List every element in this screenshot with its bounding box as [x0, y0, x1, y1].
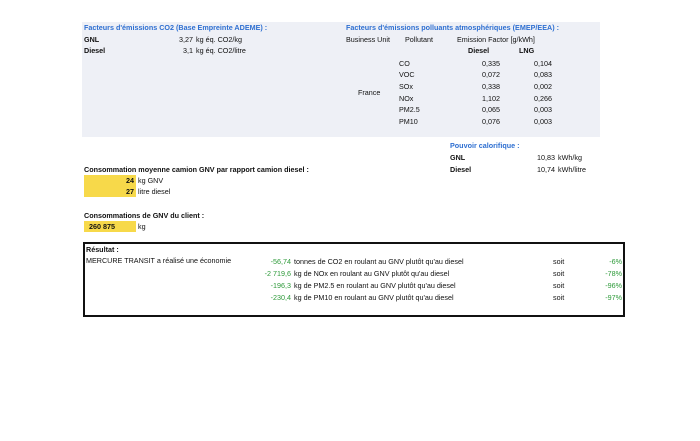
consumption-diesel-value: 27	[126, 187, 134, 196]
co2-gnl-value: 3,27	[179, 35, 193, 44]
client-title: Consommations de GNV du client :	[84, 211, 205, 220]
pollutant-row-lng: 0,003	[534, 117, 552, 126]
result-row-pct: -96%	[605, 281, 622, 290]
result-company: MERCURE TRANSIT a réalisé une économie	[86, 256, 232, 265]
emission-factor-header: Emission Factor [g/kWh]	[457, 35, 535, 44]
client-unit: kg	[138, 222, 146, 231]
pollutant-row-lng: 0,002	[534, 82, 552, 91]
result-row-soit: soit	[553, 257, 565, 266]
co2-diesel-label: Diesel	[84, 46, 106, 55]
lng-header: LNG	[519, 46, 535, 55]
result-box	[83, 242, 625, 317]
pollutant-factors-title: Facteurs d'émissions polluants atmosphériques (EMEP/EEA) :	[346, 23, 559, 32]
pollutant-header: Pollutant	[405, 35, 433, 44]
pollutant-row-name: VOC	[399, 70, 415, 79]
pollutant-row-lng: 0,083	[534, 70, 552, 79]
calorific-gnl-label: GNL	[450, 153, 466, 162]
result-row-soit: soit	[553, 269, 565, 278]
result-row-pct: -97%	[605, 293, 622, 302]
result-row-value: -196,3	[270, 281, 291, 290]
pollutant-row-name: CO	[399, 59, 410, 68]
business-unit-value: France	[358, 88, 381, 97]
pollutant-row-lng: 0,003	[534, 105, 552, 114]
calorific-title: Pouvoir calorifique :	[450, 141, 520, 150]
pollutant-row-name: SOx	[399, 82, 413, 91]
result-row-text: kg de NOx en roulant au GNV plutôt qu'au diesel	[294, 269, 450, 278]
calorific-diesel-label: Diesel	[450, 165, 472, 174]
pollutant-row-lng: 0,104	[534, 59, 552, 68]
co2-factors-title: Facteurs d'émissions CO2 (Base Empreinte ADEME) :	[84, 23, 268, 32]
pollutant-row-diesel: 1,102	[482, 94, 500, 103]
result-row-value: -2 719,6	[264, 269, 291, 278]
calorific-diesel-unit: kWh/litre	[558, 165, 586, 174]
pollutant-row-diesel: 0,072	[482, 70, 500, 79]
result-row-pct: -78%	[605, 269, 622, 278]
result-row-soit: soit	[553, 293, 565, 302]
result-row-text: tonnes de CO2 en roulant au GNV plutôt qu'au diesel	[294, 257, 464, 266]
client-value: 260 875	[89, 222, 115, 231]
pollutant-row-name: PM2.5	[399, 105, 420, 114]
diesel-header: Diesel	[468, 46, 490, 55]
pollutant-row-diesel: 0,065	[482, 105, 500, 114]
consumption-title: Consommation moyenne camion GNV par rapport camion diesel :	[84, 165, 309, 174]
co2-gnl-unit: kg éq. CO2/kg	[196, 35, 242, 44]
consumption-diesel-unit: litre diesel	[138, 187, 171, 196]
result-row-text: kg de PM10 en roulant au GNV plutôt qu'au diesel	[294, 293, 454, 302]
calorific-gnl-value: 10,83	[537, 153, 555, 162]
pollutant-row-diesel: 0,335	[482, 59, 500, 68]
calorific-diesel-value: 10,74	[537, 165, 555, 174]
pollutant-row-lng: 0,266	[534, 94, 552, 103]
co2-diesel-unit: kg éq. CO2/litre	[196, 46, 246, 55]
result-row-pct: -6%	[609, 257, 622, 266]
result-row-value: -230,4	[270, 293, 291, 302]
pollutant-row-name: PM10	[399, 117, 418, 126]
business-unit-header: Business Unit	[346, 35, 390, 44]
co2-gnl-label: GNL	[84, 35, 100, 44]
consumption-gnv-value: 24	[126, 176, 134, 185]
result-title: Résultat :	[86, 245, 119, 254]
co2-diesel-value: 3,1	[183, 46, 193, 55]
consumption-gnv-unit: kg GNV	[138, 176, 164, 185]
result-row-text: kg de PM2.5 en roulant au GNV plutôt qu'au diesel	[294, 281, 456, 290]
result-row-value: -56,74	[270, 257, 291, 266]
result-row-soit: soit	[553, 281, 565, 290]
calorific-gnl-unit: kWh/kg	[558, 153, 582, 162]
pollutant-row-diesel: 0,076	[482, 117, 500, 126]
pollutant-row-diesel: 0,338	[482, 82, 500, 91]
pollutant-row-name: NOx	[399, 94, 414, 103]
